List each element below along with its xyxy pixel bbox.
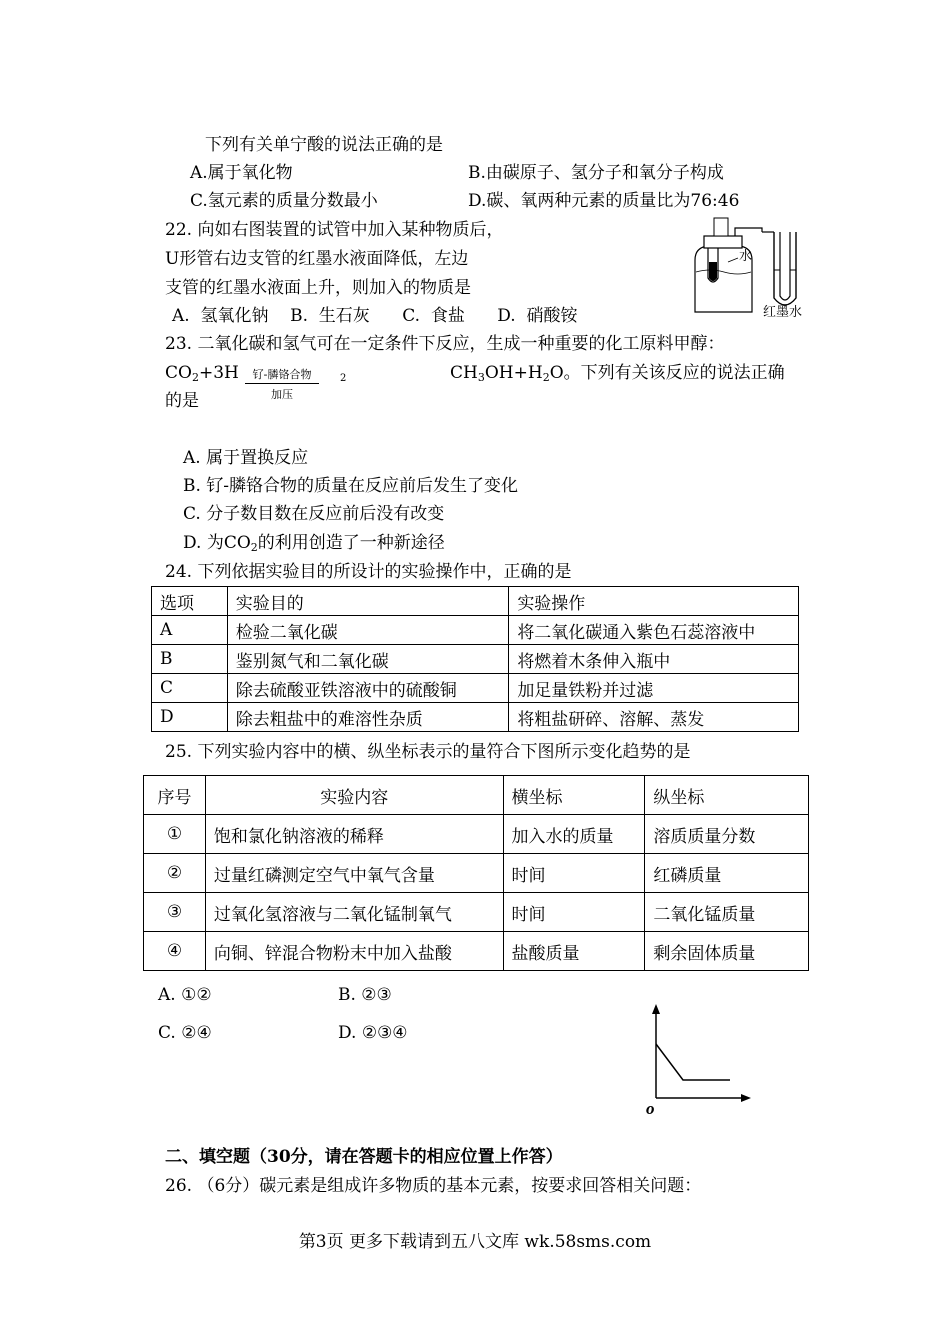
q21-option-c: C.氢元素的质量分数最小 xyxy=(190,191,378,211)
q23-option-a: A. 属于置换反应 xyxy=(183,448,309,468)
trend-line xyxy=(656,1044,730,1080)
table-row xyxy=(144,815,809,854)
header-y-axis: 纵坐标 xyxy=(645,776,809,815)
graph-origin-label: o xyxy=(646,1099,655,1118)
header-content: 实验内容 xyxy=(205,776,503,815)
table-cell: 溶质质量分数 xyxy=(645,815,809,854)
table-row xyxy=(144,893,809,932)
table-header-row xyxy=(152,587,799,616)
q21-option-d: D.碳、氧两种元素的质量比为76:46 xyxy=(468,191,740,211)
q22-options: A. 氢氧化钠 B. 生石灰 C. 食盐 D. 硝酸铵 xyxy=(172,306,578,326)
q23-h2-subscript: 2 xyxy=(340,373,347,384)
q23-equation-right: $CH_3OH+H_2O$。下列有关该反应的说法正确 xyxy=(450,363,785,384)
q25-option-b: B. ②③ xyxy=(338,985,392,1005)
table-cell: 除去硫酸亚铁溶液中的硫酸铜 xyxy=(227,674,509,703)
q24-stem: 24. 下列依据实验目的所设计的实验操作中，正确的是 xyxy=(165,562,572,582)
q25-option-d: D. ②③④ xyxy=(338,1023,408,1043)
table-cell: 加入水的质量 xyxy=(503,815,645,854)
header-number: 序号 xyxy=(144,776,206,815)
q23-line-3: 的是 xyxy=(165,391,199,411)
q22-line-1: 22. 向如右图装置的试管中加入某种物质后， xyxy=(165,220,504,240)
table-cell: 时间 xyxy=(503,893,645,932)
header-option: 选项 xyxy=(152,587,228,616)
red-ink-label: 红墨水 xyxy=(763,305,803,320)
q25-option-c: C. ②④ xyxy=(158,1023,212,1043)
q23-option-c: C. 分子数目数在反应前后没有改变 xyxy=(183,504,445,524)
table-row xyxy=(152,674,799,703)
header-x-axis: 横坐标 xyxy=(503,776,645,815)
table-cell: 二氧化锰质量 xyxy=(645,893,809,932)
header-purpose: 实验目的 xyxy=(227,587,509,616)
q22-line-2: U形管右边支管的红墨水液面降低，左边 xyxy=(165,249,469,269)
table-cell: 时间 xyxy=(503,854,645,893)
table-cell: C xyxy=(152,674,228,703)
table-cell: 盐酸质量 xyxy=(503,932,645,971)
table-header-row xyxy=(144,776,809,815)
table-cell: ③ xyxy=(144,893,206,932)
table-cell: 加足量铁粉并过滤 xyxy=(509,674,799,703)
table-cell: ② xyxy=(144,854,206,893)
table-row xyxy=(152,703,799,732)
q24-table xyxy=(151,586,799,732)
table-cell: 将燃着木条伸入瓶中 xyxy=(509,645,799,674)
q21-option-a: A.属于氧化物 xyxy=(190,163,293,183)
q23-line-1: 23. 二氧化碳和氢气可在一定条件下反应，生成一种重要的化工原料甲醇： xyxy=(165,334,725,354)
q23-option-b: B. 钌-膦铬合物的质量在反应前后发生了变化 xyxy=(183,476,519,496)
q26-stem: 26. （6分）碳元素是组成许多物质的基本元素，按要求回答相关问题： xyxy=(165,1176,702,1196)
section-2-title: 二、填空题（30分，请在答题卡的相应位置上作答） xyxy=(165,1147,563,1167)
table-cell: ④ xyxy=(144,932,206,971)
table-row xyxy=(144,932,809,971)
table-cell: D xyxy=(152,703,228,732)
header-operation: 实验操作 xyxy=(509,587,799,616)
table-cell: ① xyxy=(144,815,206,854)
page-footer: 第3页 更多下载请到五八文库 wk.58sms.com xyxy=(298,1232,652,1252)
table-cell: 鉴别氮气和二氧化碳 xyxy=(227,645,509,674)
table-cell: 检验二氧化碳 xyxy=(227,616,509,645)
table-row xyxy=(152,645,799,674)
table-cell: 除去粗盐中的难溶性杂质 xyxy=(227,703,509,732)
q23-condition-catalyst: 钌-膦铬合物 xyxy=(252,368,312,381)
table-cell: 饱和氯化钠溶液的稀释 xyxy=(205,815,503,854)
table-row xyxy=(144,854,809,893)
table-cell: 过氧化氢溶液与二氧化锰制氧气 xyxy=(205,893,503,932)
q21-stem: 下列有关单宁酸的说法正确的是 xyxy=(205,135,443,155)
q23-equation-left: $CO_2+3H$ xyxy=(165,363,239,384)
table-cell: 过量红磷测定空气中氧气含量 xyxy=(205,854,503,893)
q25-option-a: A. ①② xyxy=(158,985,212,1005)
q22-line-3: 支管的红墨水液面上升，则加入的物质是 xyxy=(165,278,471,298)
table-row xyxy=(152,616,799,645)
q23-condition-pressure: 加压 xyxy=(271,388,293,401)
table-cell: 红磷质量 xyxy=(645,854,809,893)
table-cell: 将粗盐研碎、溶解、蒸发 xyxy=(509,703,799,732)
table-cell: 向铜、锌混合物粉末中加入盐酸 xyxy=(205,932,503,971)
water-label: 水 xyxy=(739,249,753,264)
table-cell: 将二氧化碳通入紫色石蕊溶液中 xyxy=(509,616,799,645)
q23-reaction-arrow xyxy=(245,383,319,384)
table-cell: B xyxy=(152,645,228,674)
q25-table xyxy=(143,775,809,971)
table-cell: A xyxy=(152,616,228,645)
q21-option-b: B.由碳原子、氢分子和氧分子构成 xyxy=(468,163,724,183)
q25-stem: 25. 下列实验内容中的横、纵坐标表示的量符合下图所示变化趋势的是 xyxy=(165,742,691,762)
q23-option-d: D. 为$CO_2$的利用创造了一种新途径 xyxy=(183,533,445,554)
table-cell: 剩余固体质量 xyxy=(645,932,809,971)
